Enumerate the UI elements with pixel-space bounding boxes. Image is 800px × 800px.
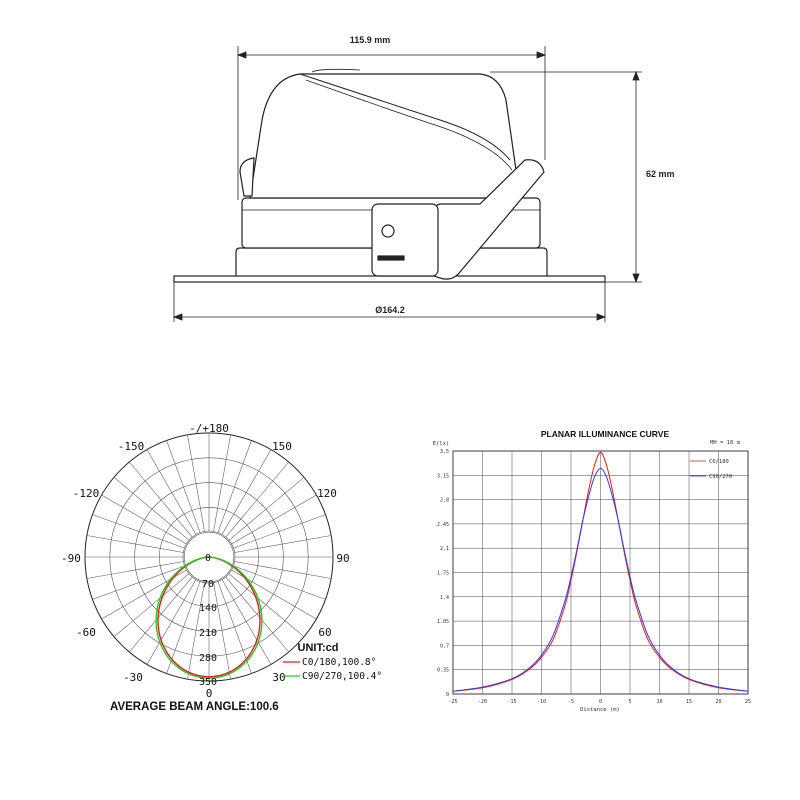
width-label: 115.9 mm — [349, 35, 391, 45]
radial-label: 140 — [198, 603, 218, 614]
diameter-dimension — [174, 282, 605, 322]
diameter-label: Ø164.2 — [375, 305, 405, 315]
polar-label-m60: -60 — [76, 626, 96, 639]
x-tick-label: 15 — [685, 699, 693, 705]
y-tick-label: 1.05 — [436, 619, 449, 626]
x-tick-label: -20 — [477, 699, 488, 705]
x-tick-label: 10 — [656, 699, 663, 705]
x-tick-label: 25 — [744, 699, 752, 705]
polar-label-120: 120 — [317, 487, 337, 500]
polar-spoke — [233, 566, 325, 600]
y-tick-label: 2.8 — [439, 497, 449, 504]
radial-label: 350 — [198, 677, 218, 688]
y-tick-label: 2.1 — [439, 546, 449, 553]
x-tick-label: -15 — [507, 699, 517, 705]
x-tick-label: -5 — [567, 699, 575, 705]
y-axis-label: E(lx) — [432, 441, 450, 447]
x-axis-label: Distance (m) — [580, 707, 620, 713]
polar-label-0: 0 — [205, 687, 213, 700]
height-label: 62 mm — [646, 169, 675, 179]
vent-slot — [378, 256, 404, 260]
adjust-panel — [372, 204, 438, 276]
illuminance-ticks — [437, 449, 751, 705]
polar-label-60: 60 — [318, 626, 332, 639]
y-tick-label: 0.7 — [439, 643, 449, 650]
x-tick-label: 5 — [628, 699, 632, 705]
product-drawing — [174, 46, 642, 322]
illuminance-grid — [453, 451, 748, 694]
x-tick-label: 0 — [598, 699, 603, 705]
y-tick-label: 1.4 — [439, 594, 449, 601]
y-tick-label: 3.15 — [436, 473, 449, 480]
polar-label-m90: -90 — [61, 552, 81, 565]
polar-unit: UNIT:cd — [297, 642, 339, 654]
bracket-left — [240, 158, 254, 196]
polar-spoke — [233, 515, 325, 549]
trim-flange — [174, 276, 605, 282]
radial-label: 0 — [204, 553, 212, 564]
polar-label-m120: -120 — [72, 487, 100, 500]
y-tick-label: 0 — [445, 692, 449, 698]
y-tick-label: 1.75 — [436, 570, 449, 577]
y-tick-label: 2.45 — [436, 521, 449, 528]
polar-label-30: 30 — [272, 671, 286, 684]
ill-legend-label-c90: C90/270 — [709, 474, 733, 480]
average-beam-angle: AVERAGE BEAM ANGLE:100.6 — [110, 701, 279, 713]
x-tick-label: -10 — [536, 699, 547, 705]
legend-label-c0: C0/180,100.8° — [302, 657, 377, 668]
illuminance-legend — [690, 459, 732, 480]
polar-legend — [283, 657, 382, 682]
y-tick-label: 0.35 — [436, 667, 449, 674]
radial-label: 70 — [201, 579, 215, 590]
x-tick-label: 20 — [715, 699, 722, 705]
polar-spoke — [92, 566, 184, 600]
radial-label: 210 — [198, 628, 218, 639]
polar-label-150: 150 — [272, 440, 292, 453]
radial-label: 280 — [198, 653, 218, 664]
y-tick-label: 3.5 — [439, 449, 449, 455]
polar-spoke — [167, 440, 201, 532]
polar-label-90: 90 — [336, 552, 350, 565]
illuminance-title: PLANAR ILLUMINANCE CURVE — [540, 429, 670, 439]
polar-label-m150: -150 — [117, 440, 145, 453]
polar-label-180: -/+180 — [189, 422, 229, 435]
ill-legend-label-c0: C0/180 — [709, 459, 729, 465]
x-tick-label: -25 — [448, 699, 458, 705]
polar-spoke — [218, 440, 252, 532]
legend-label-c90: C90/270,100.4° — [302, 671, 383, 682]
mounting-height: MH = 10 m — [710, 440, 740, 446]
polar-spoke — [92, 515, 184, 549]
polar-label-m30: -30 — [123, 671, 143, 684]
